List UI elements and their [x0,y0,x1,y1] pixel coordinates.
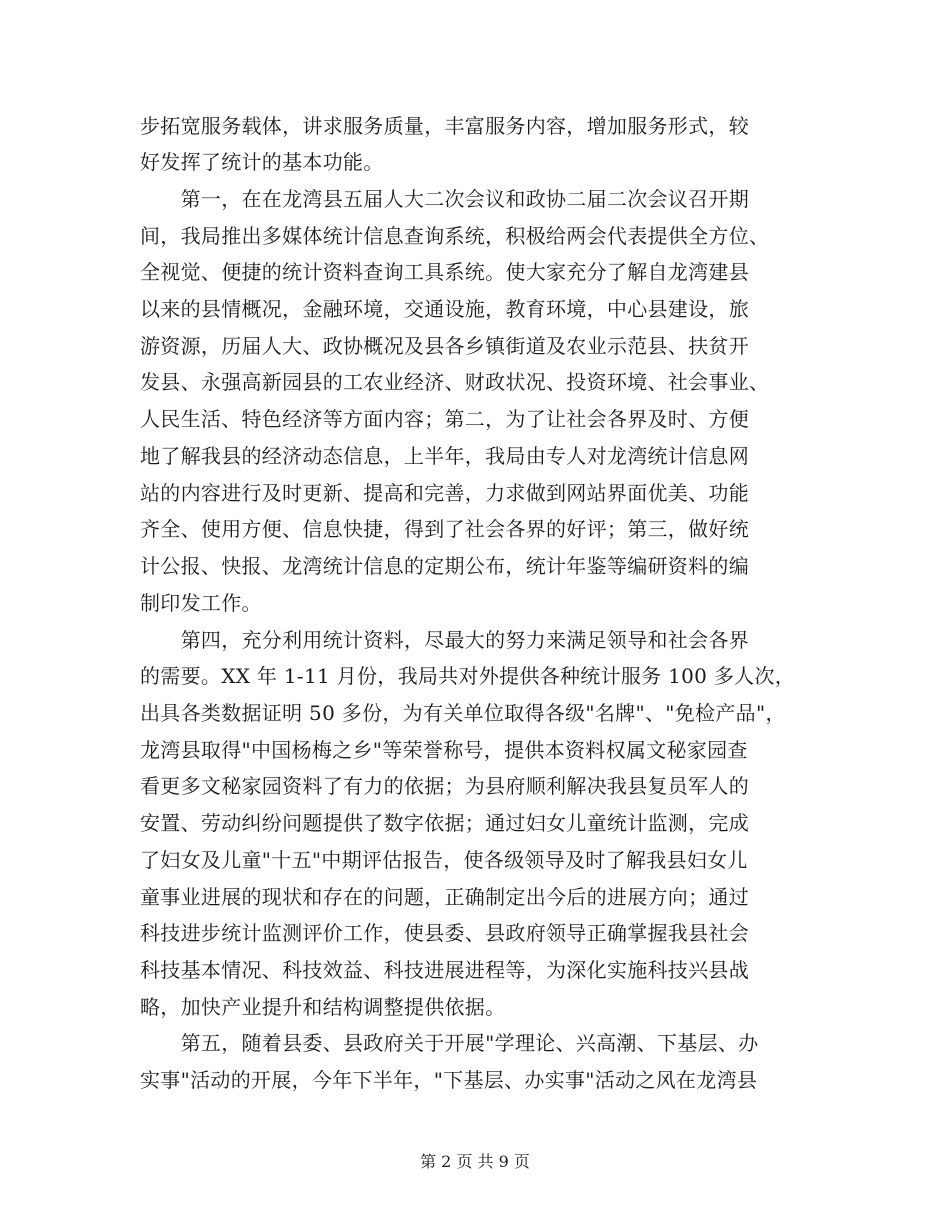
body-text-line: 实事"活动的开展，今年下半年，"下基层、办实事"活动之风在龙湾县 [140,1068,758,1092]
body-text-line: 第一，在在龙湾县五届人大二次会议和政协二届二次会议召开期 [140,187,749,211]
body-text-line: 出具各类数据证明 50 多份，为有关单位取得各级"名牌"、"免检产品"， [140,701,786,725]
body-text-line: 看更多文秘家园资料了有力的依据；为县府顺利解决我县复员军人的 [140,774,749,798]
body-text-line: 了妇女及儿童"十五"中期评估报告，使各级领导及时了解我县妇女儿 [140,848,748,872]
body-text-line: 第五，随着县委、县政府关于开展"学理论、兴高潮、下基层、办 [140,1031,759,1055]
body-text-line: 第四，充分利用统计资料，尽最大的努力来满足领导和社会各界 [140,628,749,652]
body-text-line: 间，我局推出多媒体统计信息查询系统，积极给两会代表提供全方位、 [140,224,770,248]
body-text-line: 的需要。XX 年 1-11 月份，我局共对外提供各种统计服务 100 多人次， [140,664,796,688]
body-text-line: 童事业进展的现状和存在的问题，正确制定出今后的进展方向；通过 [140,885,749,909]
body-text-line: 略，加快产业提升和结构调整提供依据。 [140,995,506,1019]
body-text-line: 地了解我县的经济动态信息，上半年，我局由专人对龙湾统计信息网 [140,444,749,468]
body-text-line: 齐全、使用方便、信息快捷，得到了社会各界的好评；第三，做好统 [140,517,749,541]
body-text-line: 科技进步统计监测评价工作，使县委、县政府领导正确掌握我县社会 [140,921,749,945]
page-number-footer: 第 2 页 共 9 页 [420,1152,530,1171]
body-text-line: 全视觉、便捷的统计资料查询工具系统。使大家充分了解自龙湾建县 [140,260,749,284]
body-text-line: 站的内容进行及时更新、提高和完善，力求做到网站界面优美、功能 [140,481,749,505]
body-text-line: 科技基本情况、科技效益、科技进展进程等，为深化实施科技兴县战 [140,958,749,982]
body-text-line: 游资源，历届人大、政协概况及县各乡镇街道及农业示范县、扶贫开 [140,334,749,358]
body-text-line: 制印发工作。 [140,591,262,615]
body-text-line: 安置、劳动纠纷问题提供了数字依据；通过妇女儿童统计监测，完成 [140,811,749,835]
body-text-line: 发县、永强高新园县的工农业经济、财政状况、投资环境、社会事业、 [140,370,770,394]
body-text-line: 人民生活、特色经济等方面内容；第二，为了让社会各界及时、方便 [140,407,749,431]
body-text-line: 好发挥了统计的基本功能。 [140,150,384,174]
body-text-line: 龙湾县取得"中国杨梅之乡"等荣誉称号，提供本资料权属文秘家园查 [140,738,748,762]
body-text-line: 以来的县情概况，金融环境，交通设施，教育环境，中心县建设，旅 [140,297,749,321]
body-text-line: 计公报、快报、龙湾统计信息的定期公布，统计年鉴等编研资料的编 [140,554,749,578]
body-text-line: 步拓宽服务载体，讲求服务质量，丰富服务内容，增加服务形式，较 [140,114,749,138]
